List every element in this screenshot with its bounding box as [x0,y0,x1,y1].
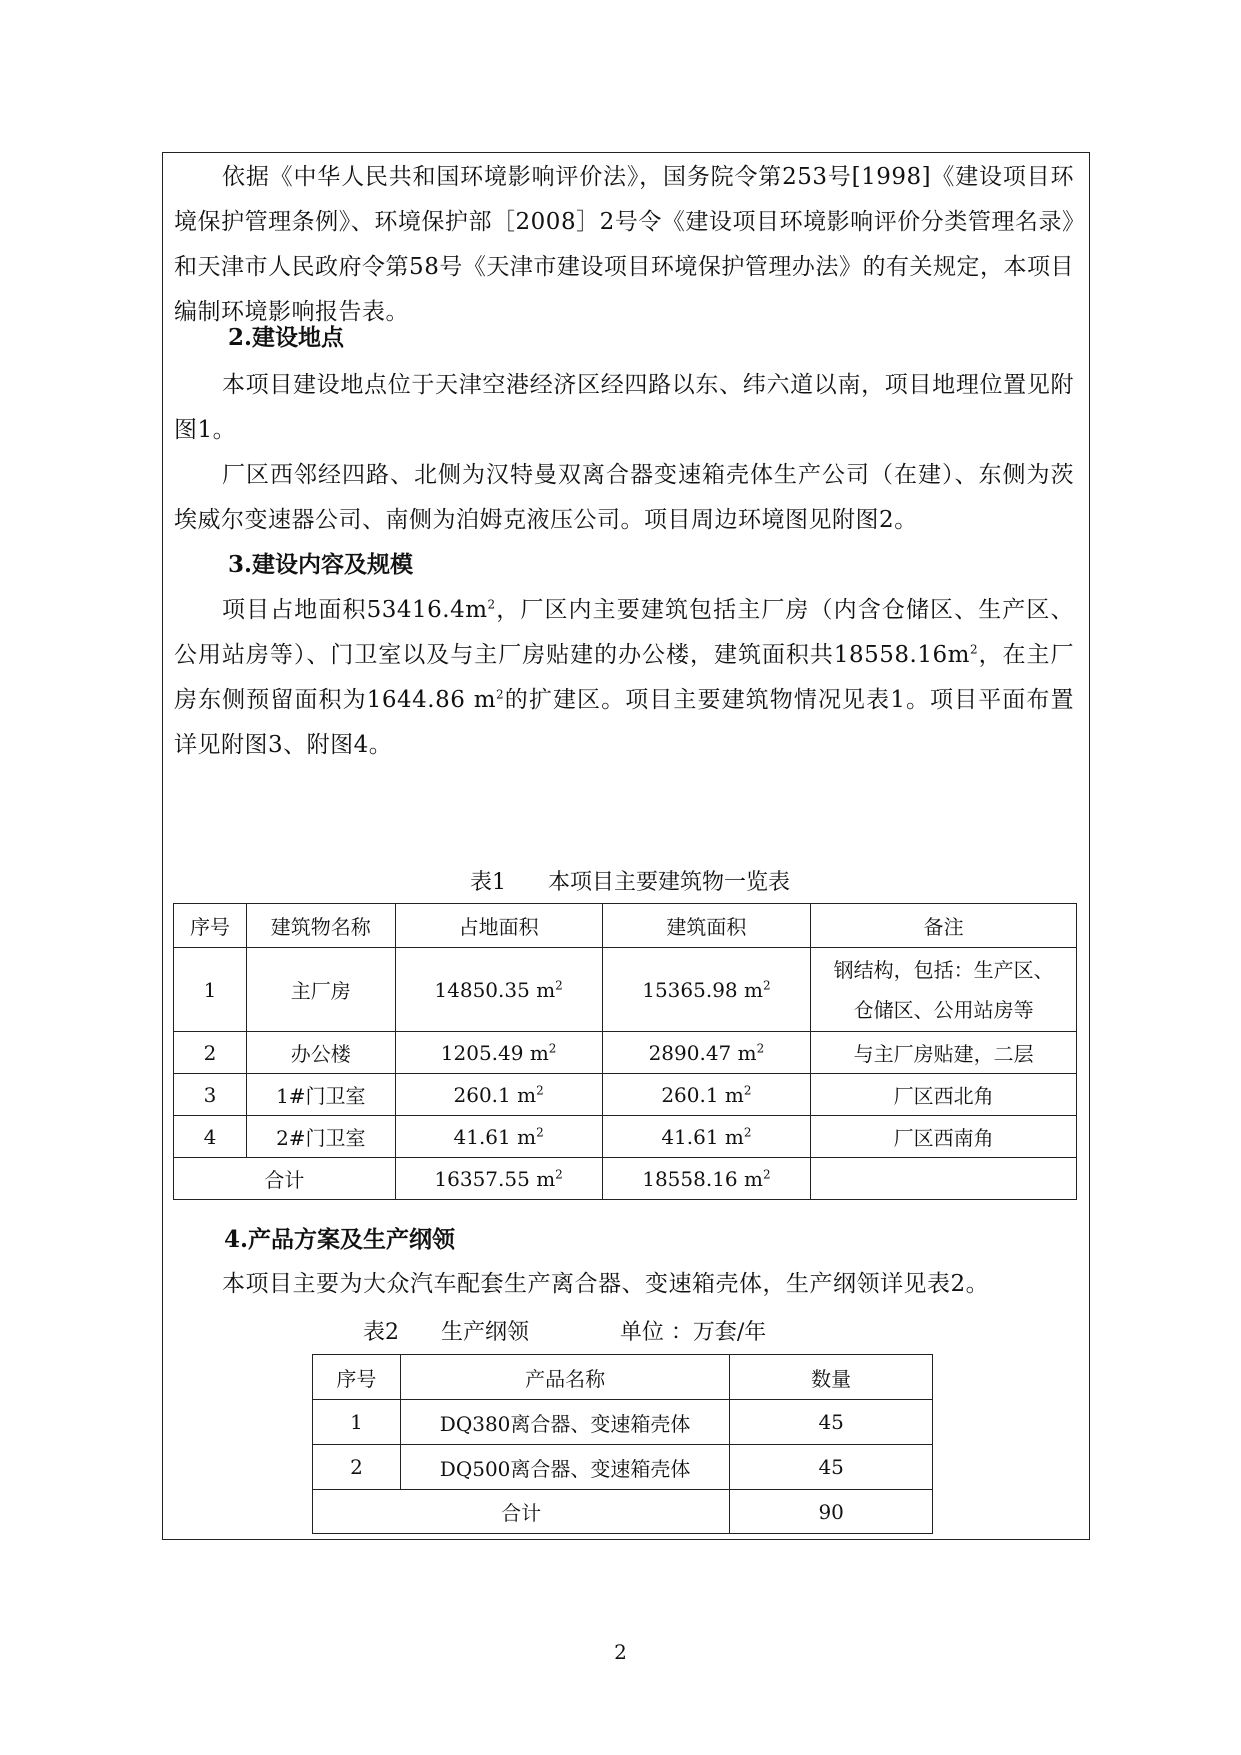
cell-total-note [811,1158,1077,1200]
header-quantity: 数量 [730,1355,933,1400]
site-paragraph-1: 本项目建设地点位于天津空港经济区经四路以东、纬六道以南，项目地理位置见附图1。 [174,372,1074,443]
cell-name: 办公楼 [246,1032,395,1074]
cell-no: 2 [174,1032,247,1074]
cell-product-name: DQ380离合器、变速箱壳体 [400,1400,729,1445]
buildings-table [173,903,1077,1200]
table-header-row [174,904,1077,948]
cell-total-quantity: 90 [730,1490,933,1534]
table-1-caption: 表1 本项目主要建筑物一览表 [470,870,790,895]
table-row [174,1032,1077,1074]
cell-floor: 15365.98 $m^2$ [602,948,811,1032]
cell-no: 1 [174,948,247,1032]
cell-note: 厂区西南角 [811,1116,1077,1158]
table-row [174,1074,1077,1116]
page-number: 2 [614,1640,627,1664]
cell-total-land: 16357.55 $m^2$ [395,1158,602,1200]
cell-quantity: 45 [730,1445,933,1490]
cell-total-label: 合计 [313,1490,730,1534]
header-no: 序号 [174,904,247,948]
table-total-row [174,1158,1077,1200]
cell-product-name: DQ500离合器、变速箱壳体 [400,1445,729,1490]
cell-floor: 260.1 $m^2$ [602,1074,811,1116]
cell-name: 1#门卫室 [246,1074,395,1116]
cell-note: 钢结构，包括：生产区、 仓储区、公用站房等 [811,948,1077,1032]
cell-floor: 2890.47 $m^2$ [602,1032,811,1074]
cell-total-floor: 18558.16 $m^2$ [602,1158,811,1200]
section-2-heading: 2.建设地点 [228,324,345,351]
cell-no: 4 [174,1116,247,1158]
table-row [313,1445,933,1490]
site-paragraph-2: 厂区西邻经四路、北侧为汉特曼双离合器变速箱壳体生产公司（在建）、东侧为茨埃威尔变速器公司、南侧为泊姆克液压公司。项目周边环境图见附图2。 [174,462,1074,533]
table-row [313,1400,933,1445]
cell-land: 1205.49 $m^2$ [395,1032,602,1074]
table-row [174,948,1077,1032]
product-paragraph: 本项目主要为大众汽车配套生产离合器、变速箱壳体，生产纲领详见表2。 [222,1271,990,1297]
header-remarks: 备注 [811,904,1077,948]
cell-note: 与主厂房贴建，二层 [811,1032,1077,1074]
cell-no: 3 [174,1074,247,1116]
cell-note: 厂区西北角 [811,1074,1077,1116]
table-2-caption: 表2 生产纲领 单位 ：万套/年 [363,1320,767,1345]
section-4-heading: 4.产品方案及生产纲领 [224,1226,456,1253]
cell-floor: 41.61 $m^2$ [602,1116,811,1158]
header-land-area: 占地面积 [395,904,602,948]
table-row [174,1116,1077,1158]
header-building-name: 建筑物名称 [246,904,395,948]
cell-name: 2#门卫室 [246,1116,395,1158]
header-no: 序号 [313,1355,401,1400]
header-product-name: 产品名称 [400,1355,729,1400]
cell-no: 2 [313,1445,401,1490]
intro-paragraph: 依据《中华人民共和国环境影响评价法》，国务院令第253号[1998]《建设项目环境保护管理条例》、环境保护部［2008］2号令《建设项目环境影响评价分类管理名录》和天津市人民政府令第58号《天津市建设项目环境保护管理办法》的有关规定，本项目编制环境影响报告表。 [174,164,1074,325]
cell-land: 260.1 $m^2$ [395,1074,602,1116]
cell-land: 14850.35 $m^2$ [395,948,602,1032]
scale-paragraph: 项目占地面积$53416.4m^2$，厂区内主要建筑包括主厂房（内含仓储区、生产区、公用站房等）、门卫室以及与主厂房贴建的办公楼，建筑面积共$18558.16m^2$，在主厂房东侧预留面积为1644.86 $m^2$的扩建区。项目主要建筑物情况见表1。项目平面布置详见附图3、附图4。 [174,597,1075,758]
cell-name: 主厂房 [246,948,395,1032]
header-floor-area: 建筑面积 [602,904,811,948]
cell-no: 1 [313,1400,401,1445]
cell-land: 41.61 $m^2$ [395,1116,602,1158]
table-header-row [313,1355,933,1400]
cell-total-label: 合计 [174,1158,396,1200]
cell-quantity: 45 [730,1400,933,1445]
production-table [312,1354,933,1534]
section-3-heading: 3.建设内容及规模 [228,551,414,578]
table-total-row [313,1490,933,1534]
